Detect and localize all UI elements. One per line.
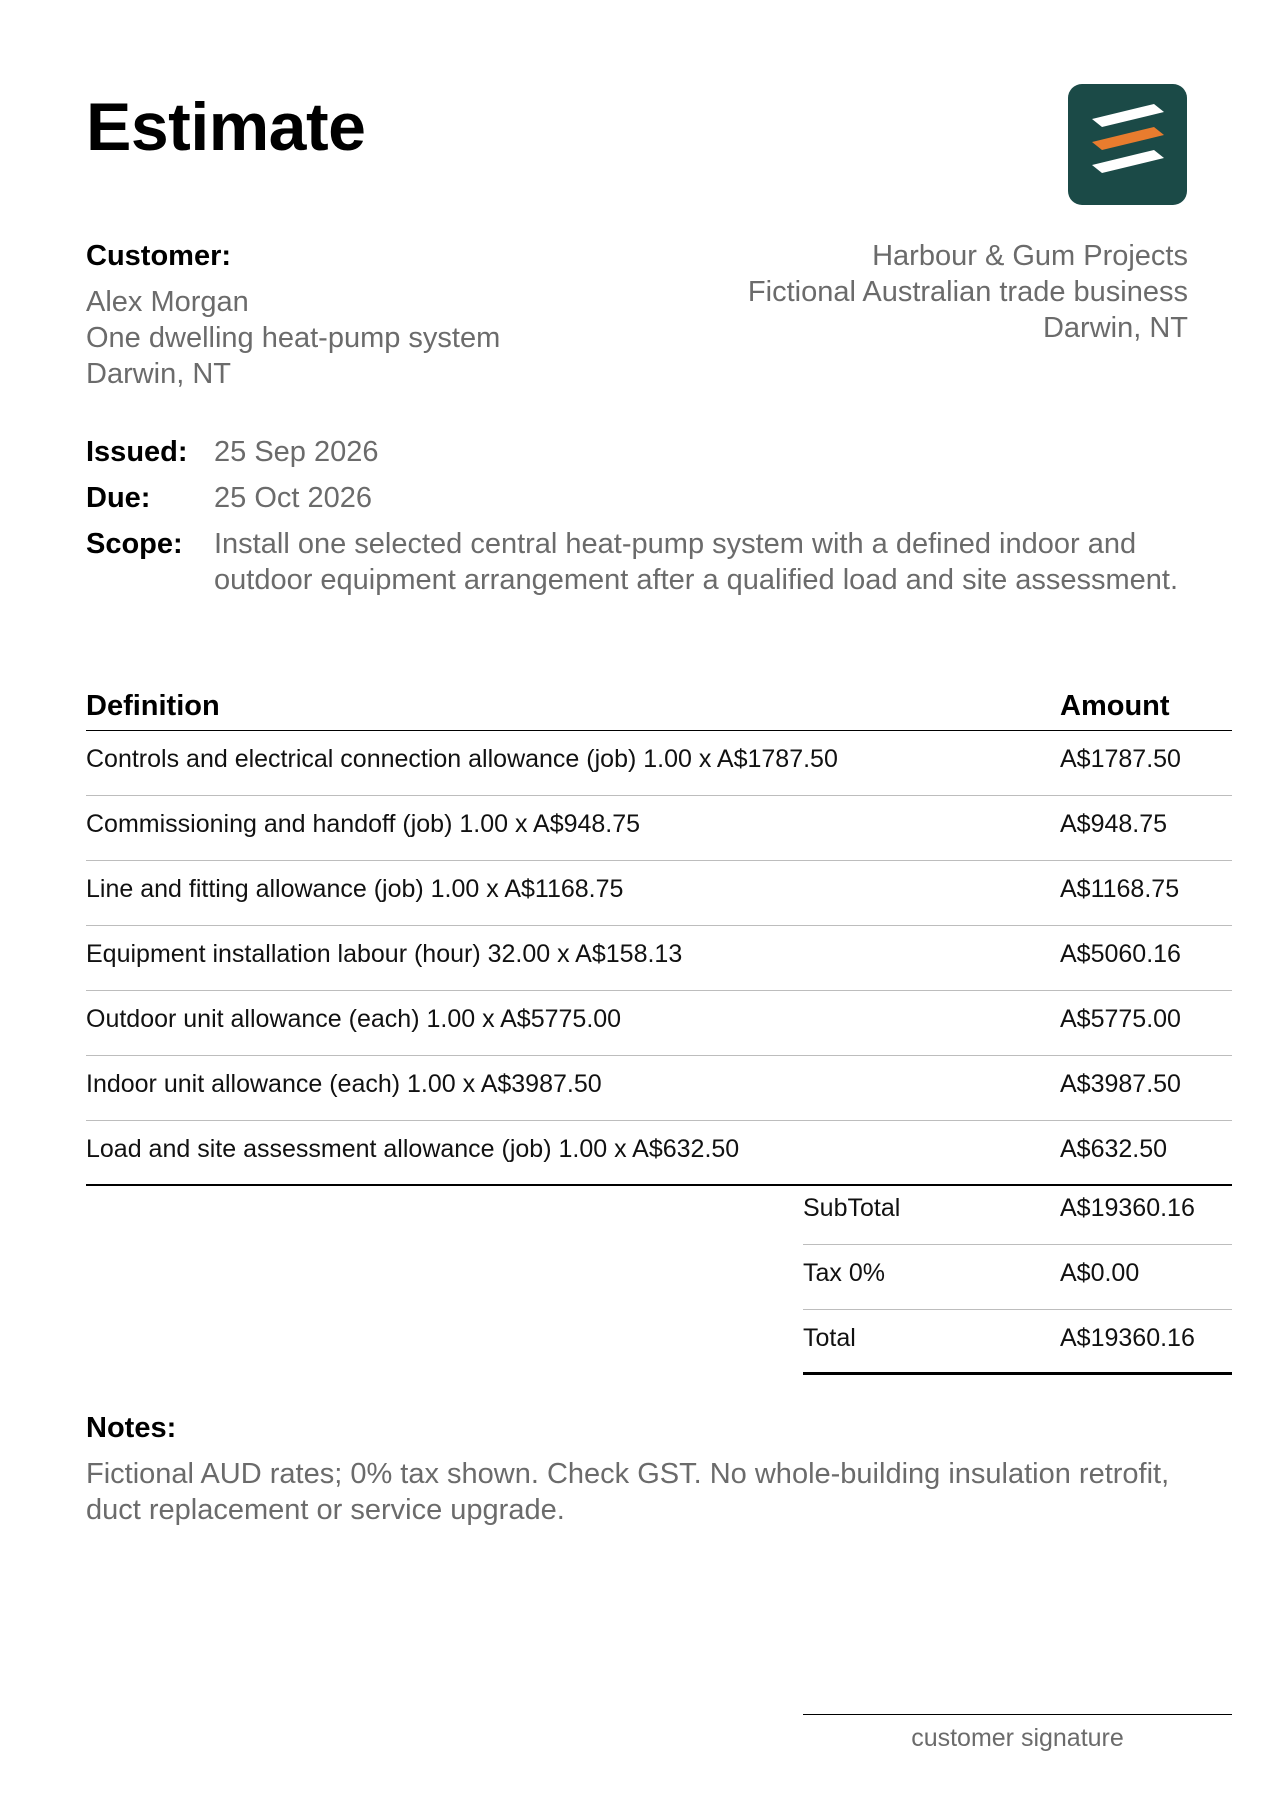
subtotal-row	[803, 1180, 1232, 1245]
business-details	[748, 238, 1188, 346]
definition-header: Definition	[86, 690, 220, 722]
item-definition: Load and site assessment allowance (job) 1.00 x A$632.50	[86, 1135, 740, 1163]
notes-text: Fictional AUD rates; 0% tax shown. Check GST. No whole-building insulation retrofit, duct replacement or service upgrade.	[86, 1458, 1170, 1526]
item-definition: Commissioning and handoff (job) 1.00 x A$948.75	[86, 810, 641, 838]
total-value: A$19360.16	[1060, 1324, 1195, 1352]
customer-name: Alex Morgan	[86, 286, 249, 318]
item-definition: Controls and electrical connection allowance (job) 1.00 x A$1787.50	[86, 745, 838, 773]
customer-project: One dwelling heat-pump system	[86, 322, 501, 354]
item-amount: A$5060.16	[1060, 940, 1181, 968]
customer-details	[86, 284, 500, 392]
business-description: Fictional Australian trade business	[747, 276, 1188, 308]
customer-label: Customer:	[86, 240, 232, 272]
customer-location: Darwin, NT	[86, 358, 232, 390]
table-row	[86, 796, 1232, 861]
due-label: Due:	[86, 482, 151, 514]
business-name: Harbour & Gum Projects	[872, 240, 1188, 272]
tax-value: A$0.00	[1060, 1259, 1140, 1287]
item-amount: A$3987.50	[1060, 1070, 1181, 1098]
line-items-table	[86, 686, 1232, 1186]
item-definition: Equipment installation labour (hour) 32.00 x A$158.13	[86, 940, 683, 968]
item-amount: A$5775.00	[1060, 1005, 1181, 1033]
notes-label: Notes:	[86, 1412, 177, 1444]
table-row	[86, 1121, 1232, 1186]
table-header	[86, 686, 1232, 731]
subtotal-value: A$19360.16	[1060, 1194, 1195, 1222]
total-label: Total	[803, 1324, 856, 1352]
tax-row	[803, 1245, 1232, 1310]
scope-value: Install one selected central heat-pump system with a defined indoor and outdoor equipment arrangement after a qualified load and site assessment.	[214, 528, 1179, 596]
business-location: Darwin, NT	[1042, 312, 1188, 344]
item-definition: Outdoor unit allowance (each) 1.00 x A$5775.00	[86, 1005, 622, 1033]
item-definition: Line and fitting allowance (job) 1.00 x A$1168.75	[86, 875, 624, 903]
table-row	[86, 731, 1232, 796]
table-row	[86, 926, 1232, 991]
item-amount: A$632.50	[1060, 1135, 1168, 1163]
item-amount: A$1168.75	[1060, 875, 1180, 903]
totals-table	[803, 1180, 1232, 1375]
table-row	[86, 861, 1232, 926]
issued-value: 25 Sep 2026	[214, 436, 379, 468]
signature-line	[803, 1714, 1232, 1715]
issued-label: Issued:	[86, 436, 188, 468]
signature-label: customer signature	[911, 1724, 1124, 1752]
layered-stripes-logo-icon	[1068, 84, 1187, 205]
item-amount: A$948.75	[1060, 810, 1168, 838]
subtotal-label: SubTotal	[803, 1194, 901, 1222]
scope-label: Scope:	[86, 528, 183, 560]
item-amount: A$1787.50	[1060, 745, 1181, 773]
amount-header: Amount	[1060, 690, 1170, 722]
document-title: Estimate	[86, 89, 366, 165]
due-value: 25 Oct 2026	[214, 482, 372, 514]
table-row	[86, 1056, 1232, 1121]
item-definition: Indoor unit allowance (each) 1.00 x A$3987.50	[86, 1070, 602, 1098]
tax-label: Tax 0%	[803, 1259, 885, 1287]
total-row	[803, 1310, 1232, 1375]
table-row	[86, 991, 1232, 1056]
